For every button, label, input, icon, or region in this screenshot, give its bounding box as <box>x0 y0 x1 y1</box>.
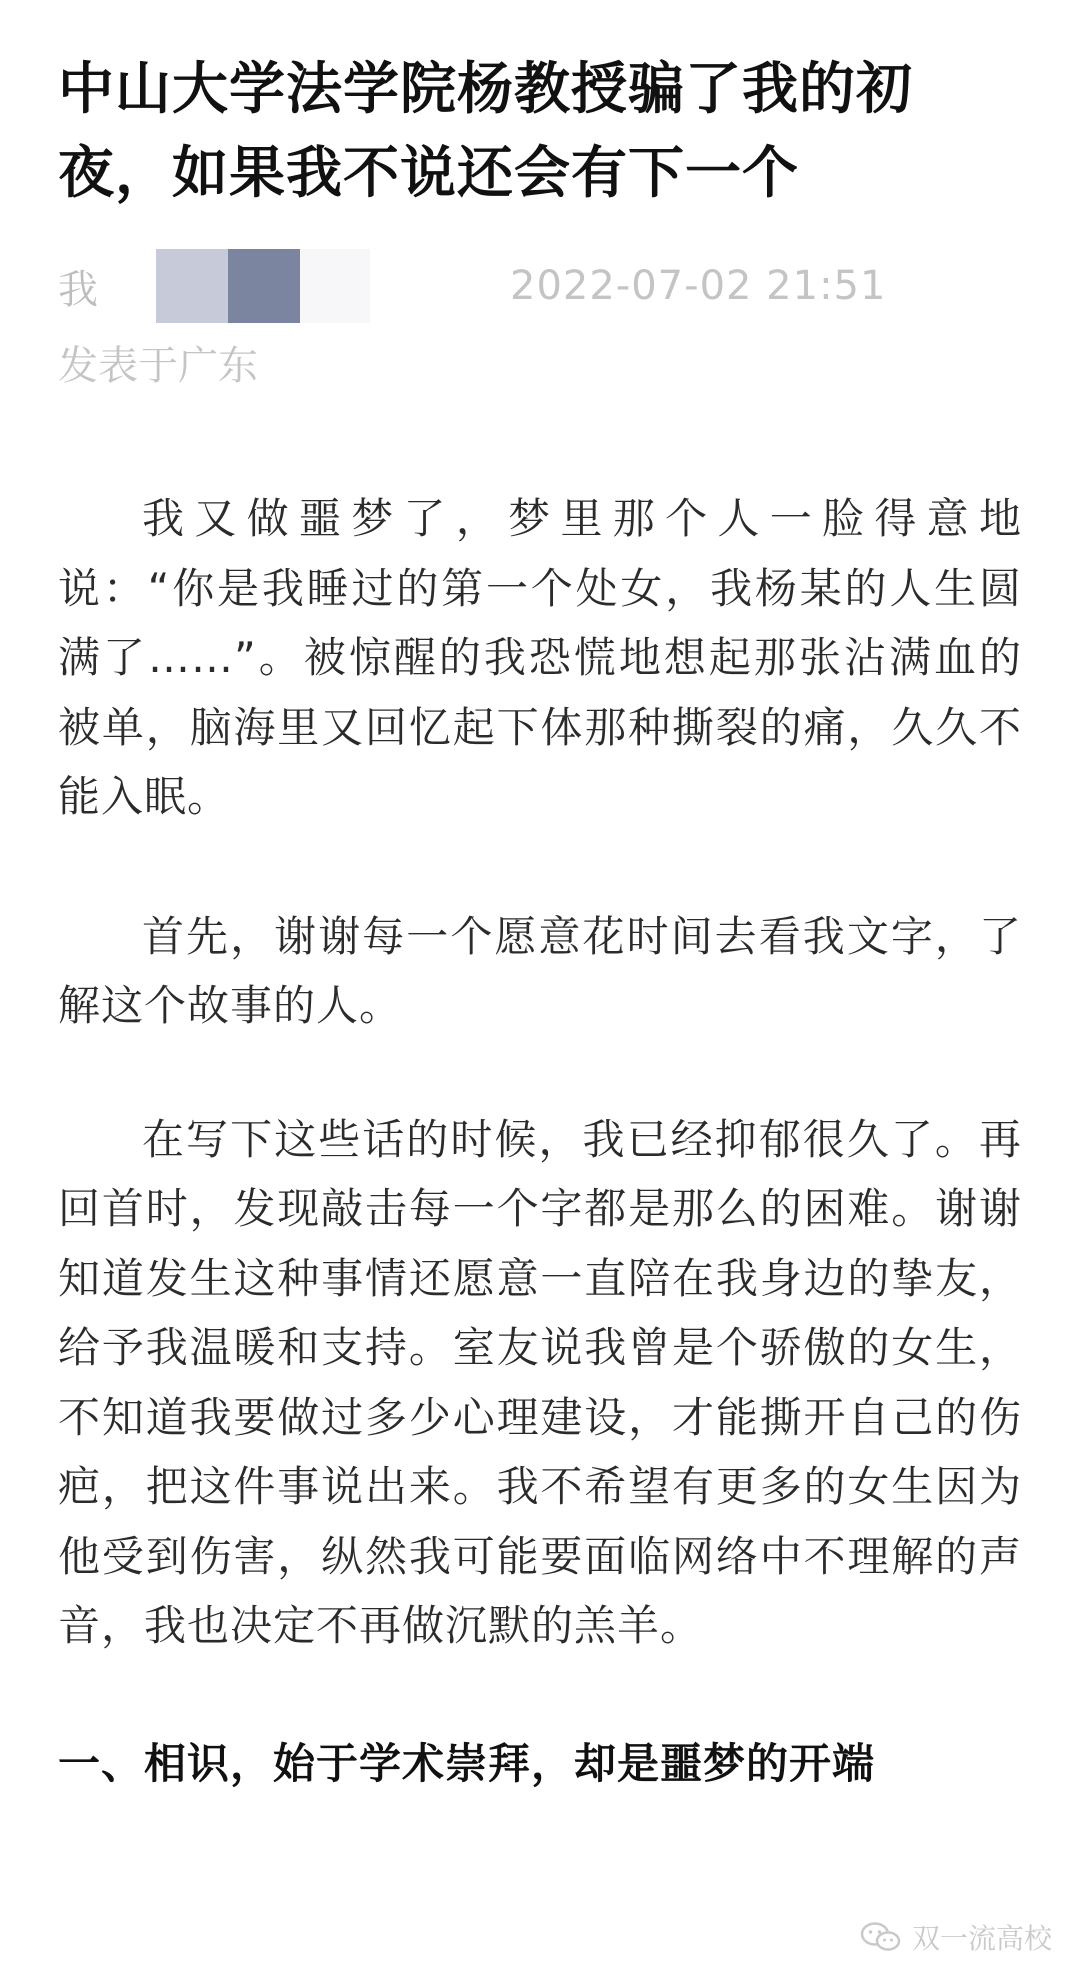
blur-block <box>156 249 228 323</box>
article-paragraph: 首先，谢谢每一个愿意花时间去看我文字，了解这个故事的人。 <box>58 911 1022 1030</box>
blurred-author-name <box>156 249 370 323</box>
article-paragraph: 在写下这些话的时候，我已经抑郁很久了。再回首时，发现敲击每一个字都是那么的困难。谢谢知道发生这种事情还愿意一直陪在我身边的挚友，给予我温暖和支持。室友说我曾是个骄傲的女生，不知道我要做过多少心理建设，才能撕开自己的伤疤，把这件事说出来。我不希望有更多的女生因为他受到伤害，纵然我可能要面临网络中不理解的声音，我也决定不再做沉默的羔羊。 <box>58 1114 1022 1650</box>
blur-block <box>228 249 300 323</box>
watermark <box>860 1917 1052 1957</box>
watermark-text: 双一流高校 <box>911 1922 1052 1955</box>
article-paragraph: 我又做噩梦了，梦里那个人一脸得意地说：“你是我睡过的第一个处女，我杨某的人生圆满了……”。被惊醒的我恐慌地想起那张沾满血的被单，脑海里又回忆起下体那种撕裂的痛，久久不能入眠。 <box>58 494 1022 821</box>
blur-block <box>300 249 370 323</box>
publish-location: 发表于广东 <box>58 343 258 389</box>
publish-timestamp: 2022-07-02 21:51 <box>510 263 887 309</box>
wechat-icon <box>860 1921 902 1953</box>
section-heading: 一、相识，始于学术崇拜，却是噩梦的开端 <box>58 1738 876 1788</box>
article-meta <box>58 248 1022 324</box>
article <box>58 48 1022 1799</box>
article-title: 中山大学法学院杨教授骗了我的初夜，如果我不说还会有下一个 <box>58 57 913 206</box>
author-prefix: 我 <box>58 266 98 313</box>
